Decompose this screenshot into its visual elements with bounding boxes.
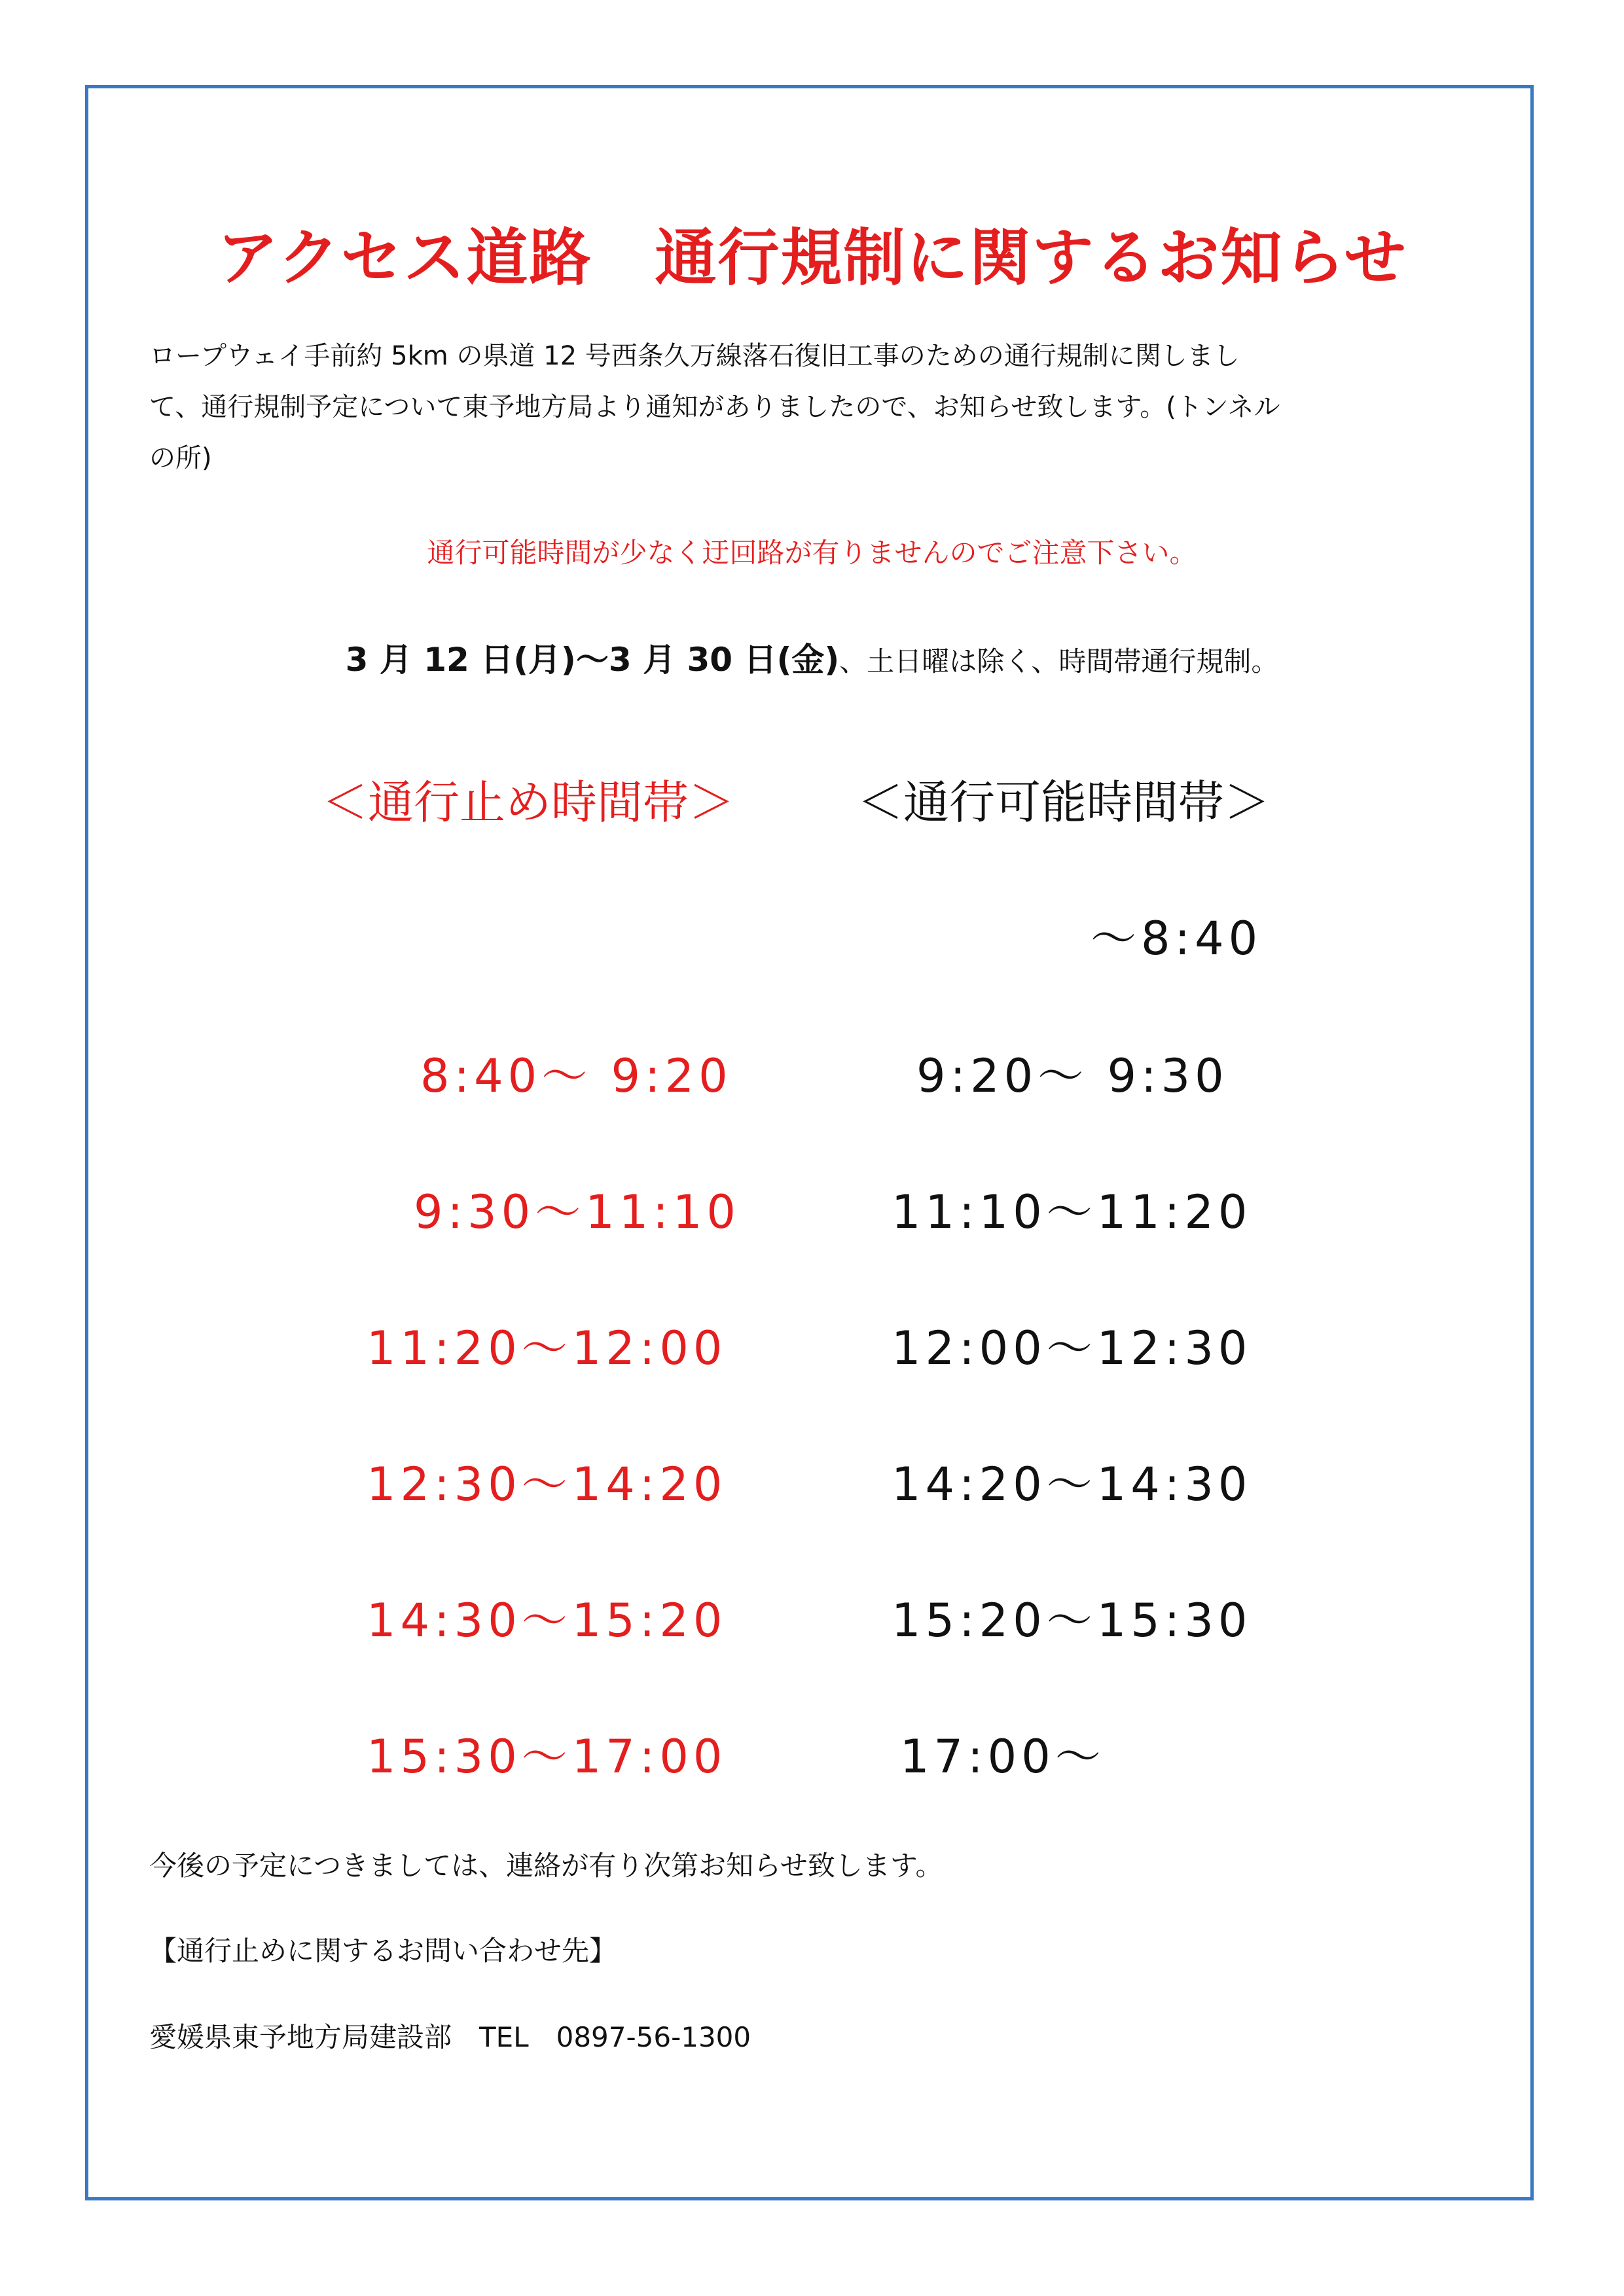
future-notice: 今後の予定につきましては、連絡が有り次第お知らせ致します。 bbox=[149, 1850, 943, 1882]
intro-line-3: の所) bbox=[149, 443, 212, 473]
intro-line-2: て、通行規制予定について東予地方局より通知がありましたので、お知らせ致します。(トンネル bbox=[149, 392, 1280, 422]
open-time-slot: 15:20〜15:30 bbox=[892, 1594, 1252, 1647]
period-note: 、土日曜は除く、時間帯通行規制。 bbox=[839, 645, 1279, 677]
intro-line-1: ロープウェイ手前約 5km の県道 12 号西条久万線落石復旧工事のための通行規制に関しまし bbox=[149, 341, 1240, 371]
period-dates: 3 月 12 日(月)〜3 月 30 日(金) bbox=[345, 641, 840, 679]
open-time-slot: 12:00〜12:30 bbox=[892, 1321, 1252, 1375]
closed-time-slot: 15:30〜17:00 bbox=[367, 1730, 727, 1784]
open-hours-header: ＜通行可能時間帯＞ bbox=[857, 776, 1270, 829]
restriction-period bbox=[0, 634, 1624, 681]
open-time-slot: 〜8:40 bbox=[1091, 912, 1263, 965]
open-time-slot: 9:20〜 9:30 bbox=[916, 1049, 1229, 1103]
closed-time-slot: 9:30〜11:10 bbox=[414, 1185, 740, 1239]
open-time-slot: 17:00〜 bbox=[900, 1730, 1106, 1784]
contact-heading: 【通行止めに関するお問い合わせ先】 bbox=[149, 1935, 617, 1967]
open-time-slot: 14:20〜14:30 bbox=[892, 1458, 1252, 1511]
closed-hours-header: ＜通行止め時間帯＞ bbox=[322, 776, 734, 829]
open-time-slot: 11:10〜11:20 bbox=[892, 1185, 1252, 1239]
contact-info: 愛媛県東予地方局建設部 TEL 0897-56-1300 bbox=[149, 2021, 751, 2053]
closed-time-slot: 14:30〜15:20 bbox=[367, 1594, 727, 1647]
closed-time-slot: 12:30〜14:20 bbox=[367, 1458, 727, 1511]
closed-time-slot: 8:40〜 9:20 bbox=[420, 1049, 732, 1103]
caution-notice: 通行可能時間が少なく迂回路が有りませんのでご注意下さい。 bbox=[427, 537, 1197, 569]
page-title: アクセス道路 通行規制に関するお知らせ bbox=[217, 223, 1407, 294]
closed-time-slot: 11:20〜12:00 bbox=[367, 1321, 727, 1375]
